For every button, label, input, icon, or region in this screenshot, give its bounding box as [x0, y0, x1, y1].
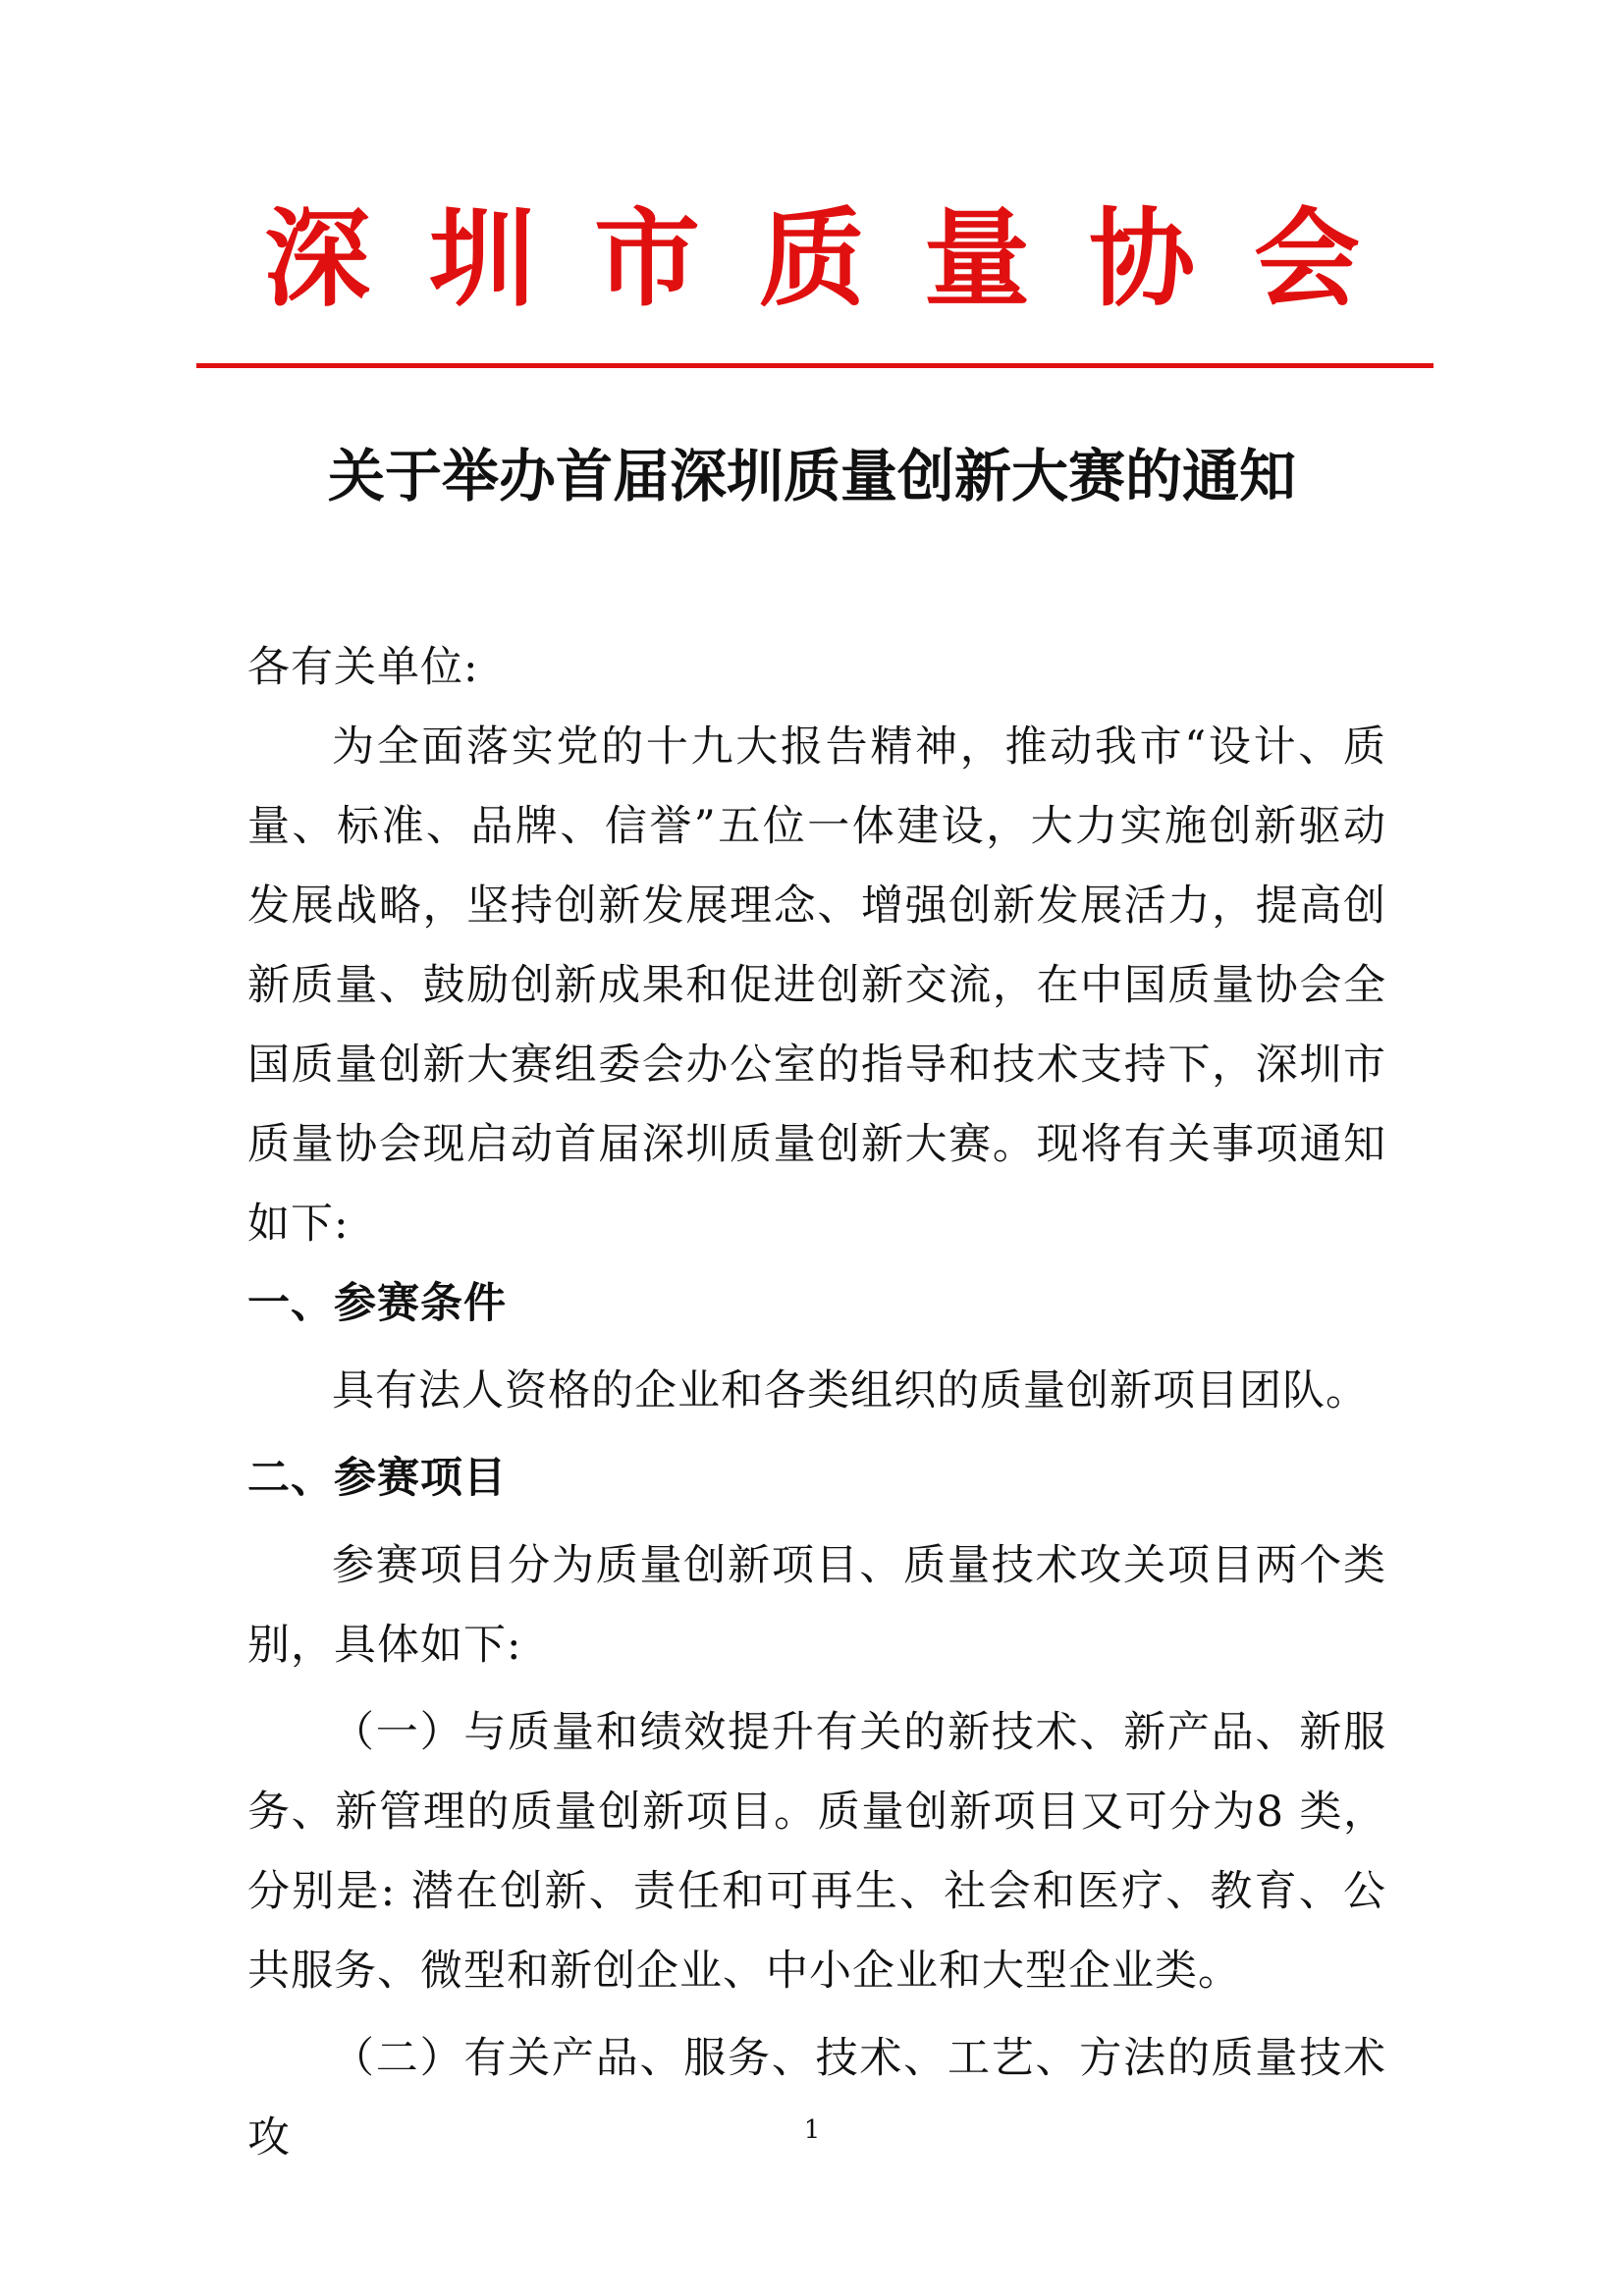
section-heading-eligibility: 一、参赛条件: [247, 1279, 507, 1328]
project-item-2: （二）有关产品、服务、技术、工艺、方法的质量技术攻: [247, 2034, 1386, 2163]
project-item-1: （一）与质量和绩效提升有关的新技术、新产品、新服务、新管理的质量创新项目。质量创新项目又可分为8 类，分别是: 潜在创新、责任和可再生、社会和医疗、教育、公共服务、微型和新创企业、中小企业和大型企业类。: [247, 1708, 1386, 1996]
intro-paragraph: 为全面落实党的十九大报告精神，推动我市“设计、质量、标准、品牌、信誉”五位一体建设，大力实施创新驱动发展战略，坚持创新发展理念、增强创新发展活力，提高创新质量、鼓励创新成果和促进创新交流，在中国质量协会全国质量创新大赛组委会办公室的指导和技术支持下，深圳市质量协会现启动首届深圳质量创新大赛。现将有关事项通知如下:: [247, 722, 1386, 1249]
organization-title: 深圳市质量协会: [263, 198, 1419, 321]
eligibility-paragraph: 具有法人资格的企业和各类组织的质量创新项目团队。: [332, 1366, 1369, 1415]
document-title: 关于举办首届深圳质量创新大赛的通知: [327, 443, 1296, 509]
red-divider: [196, 363, 1434, 368]
projects-intro-paragraph: 参赛项目分为质量创新项目、质量技术攻关项目两个类别，具体如下:: [247, 1541, 1386, 1670]
page-number: 1: [803, 2115, 821, 2145]
salutation: 各有关单位:: [247, 643, 479, 692]
section-heading-projects: 二、参赛项目: [247, 1454, 507, 1503]
document-body: [247, 628, 1386, 2178]
